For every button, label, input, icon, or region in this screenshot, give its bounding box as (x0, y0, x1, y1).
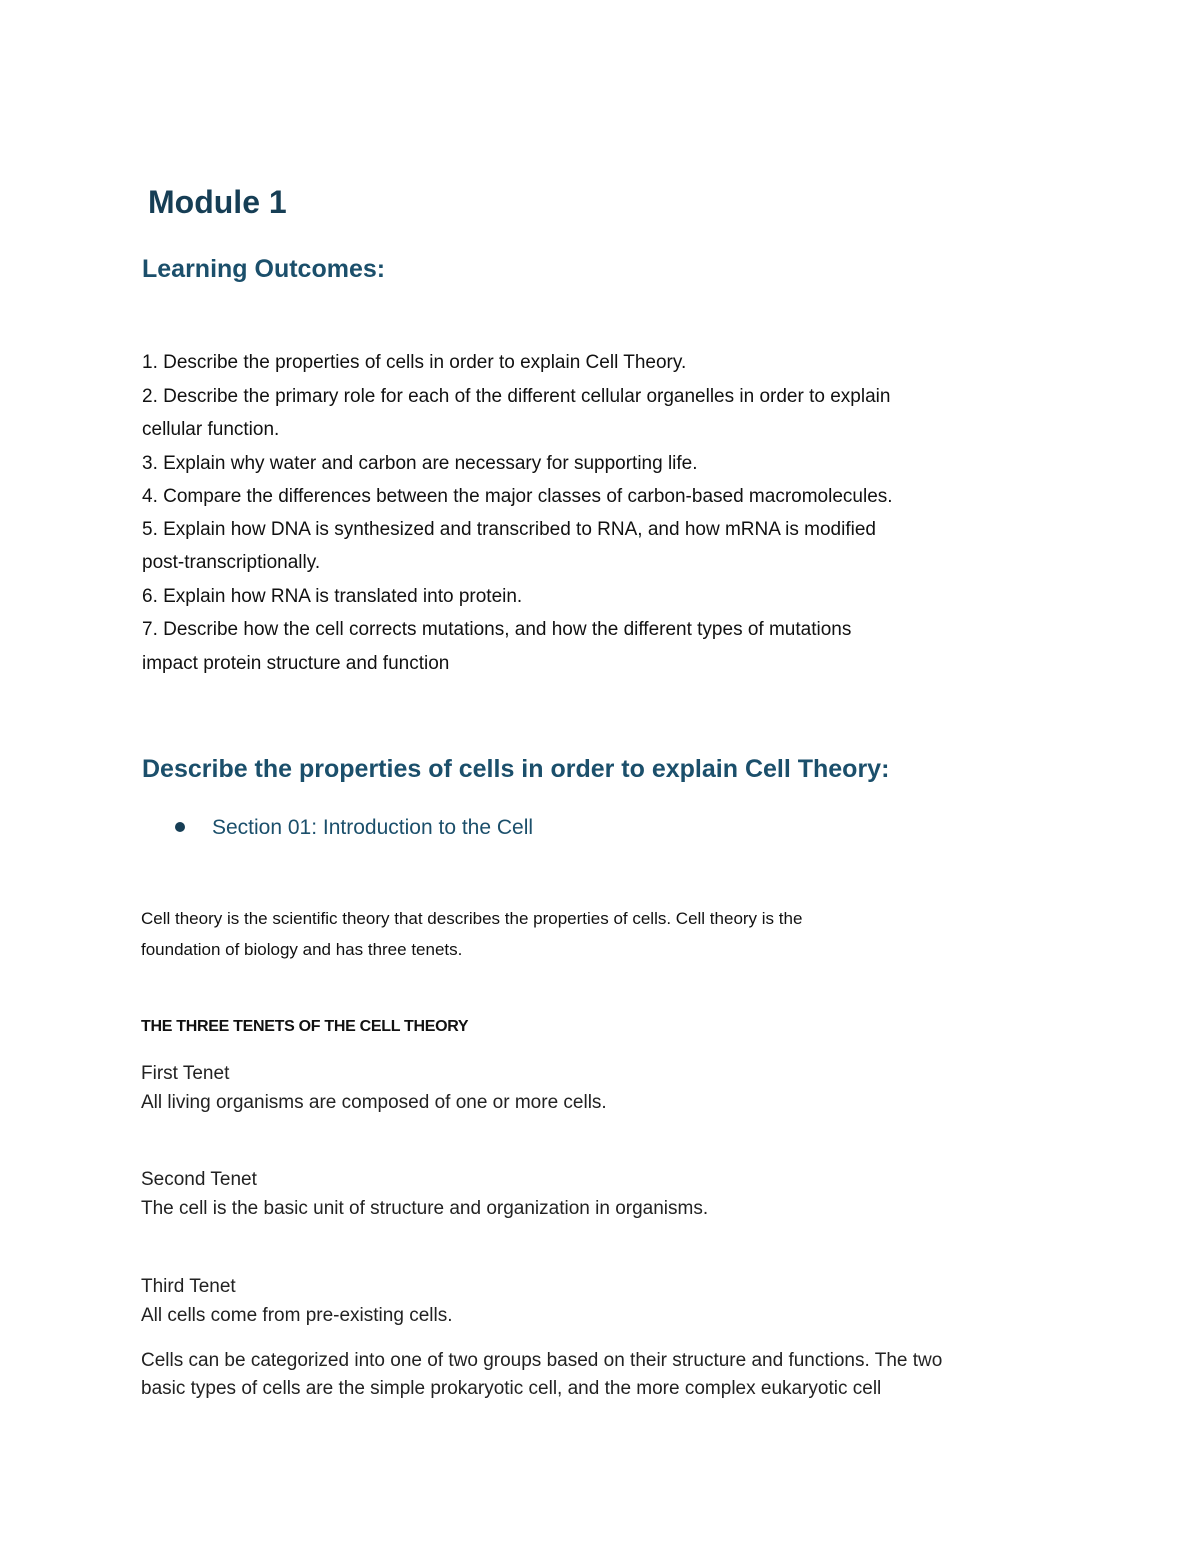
tenet-text: All living organisms are composed of one or more cells. (141, 1092, 607, 1113)
tenet-label: First Tenet (141, 1063, 230, 1084)
tenet-text: The cell is the basic unit of structure and organization in organisms. (141, 1198, 709, 1219)
tenet-label: Second Tenet (141, 1169, 257, 1190)
outcome-line: post-transcriptionally. (142, 552, 321, 573)
bullet-icon (175, 822, 185, 832)
outcome-line: 4. Compare the differences between the major classes of carbon-based macromolecules. (142, 486, 893, 507)
paragraph-line: basic types of cells are the simple prokaryotic cell, and the more complex eukaryotic cell (141, 1378, 882, 1399)
outcome-line: cellular function. (142, 419, 280, 440)
section-01-link[interactable]: Section 01: Introduction to the Cell (212, 816, 534, 839)
paragraph-line: Cell theory is the scientific theory that describes the properties of cells. Cell theory is the (141, 909, 803, 928)
module-title: Module 1 (148, 184, 287, 220)
outcome-line: impact protein structure and function (142, 653, 450, 674)
paragraph-line: foundation of biology and has three tenets. (141, 940, 463, 959)
paragraph-line: Cells can be categorized into one of two groups based on their structure and functions. The two (141, 1350, 943, 1371)
outcome-line: 5. Explain how DNA is synthesized and transcribed to RNA, and how mRNA is modified (142, 519, 876, 540)
section-heading: Describe the properties of cells in order to explain Cell Theory: (142, 755, 890, 783)
tenets-heading: THE THREE TENETS OF THE CELL THEORY (141, 1018, 469, 1035)
tenet-label: Third Tenet (141, 1276, 236, 1297)
outcome-line: 2. Describe the primary role for each of the different cellular organelles in order to explain (142, 386, 891, 407)
learning-outcomes-heading: Learning Outcomes: (142, 255, 386, 283)
outcome-line: 6. Explain how RNA is translated into protein. (142, 586, 523, 607)
outcome-line: 3. Explain why water and carbon are necessary for supporting life. (142, 453, 698, 474)
tenet-text: All cells come from pre-existing cells. (141, 1305, 453, 1326)
outcome-line: 7. Describe how the cell corrects mutations, and how the different types of mutations (142, 619, 852, 640)
outcome-line: 1. Describe the properties of cells in order to explain Cell Theory. (142, 352, 687, 373)
